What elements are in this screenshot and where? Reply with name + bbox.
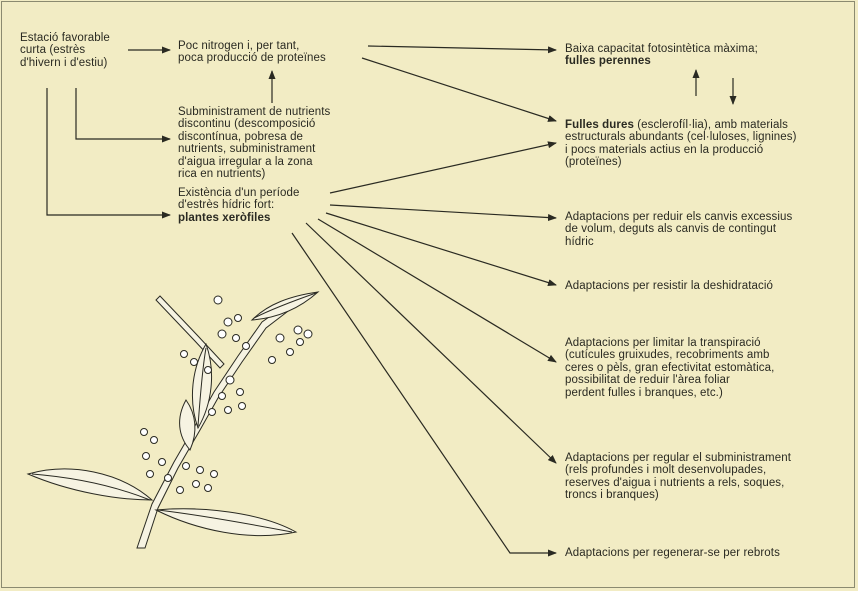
- leaf-small: [180, 400, 195, 450]
- fulles-rest: estructurals abundants (cel·luloses, lignines) i pocs materials actius en la producció (proteïnes): [565, 131, 797, 169]
- existencia-line-2: d'estrès hídric fort:: [178, 199, 275, 212]
- node-adapt-transpiracio: Adaptacions per limitar la transpiració (cutícules gruixudes, recobriments amb ceres o pèls, gran efectivitat estomàtica, possibilitat de reduir l'àrea foliar perdent fulles i branques, etc.): [565, 337, 775, 399]
- side-branch: [156, 296, 224, 368]
- leaf-left: [28, 469, 152, 500]
- node-estacio-favorable: Estació favorable curta (estrès d'hivern i d'estiu): [20, 32, 110, 69]
- node-subministrament-nutrients: Subministrament de nutrients discontinu (descomposició discontínua, pobresa de nutrients, subministrament d'aigua irregular a la zona rica en nutrients): [178, 106, 331, 181]
- fulles-line-1: (esclerofíl·lia), amb materials: [633, 119, 788, 131]
- baixa-line-1: Baixa capacitat fotosintètica màxima;: [565, 43, 758, 55]
- existencia-bold: plantes xeròfiles: [178, 211, 271, 224]
- existencia-line-1: Existència d'un període: [178, 187, 300, 199]
- node-baixa-capacitat: [565, 43, 758, 68]
- node-adapt-subministrament: Adaptacions per regular el subministrament (rels profundes i molt desenvolupades, reserves d'aigua i nutrients a rels, soques, troncs i branques): [565, 452, 792, 502]
- node-poc-nitrogen: Poc nitrogen i, per tant, poca producció de proteïnes: [178, 40, 326, 65]
- node-adapt-deshidratacio: Adaptacions per resistir la deshidratació: [565, 280, 774, 292]
- fulles-bold: Fulles dures: [565, 119, 634, 131]
- baixa-bold: fulles perennes: [565, 55, 651, 68]
- node-fulles-dures: [565, 119, 797, 169]
- node-adapt-rebrots: Adaptacions per regenerar-se per rebrots: [565, 547, 780, 559]
- node-adapt-volum: Adaptacions per reduir els canvis excessius de volum, deguts als canvis de contingut hídric: [565, 211, 793, 248]
- node-existencia-estres-hidric: [178, 187, 300, 224]
